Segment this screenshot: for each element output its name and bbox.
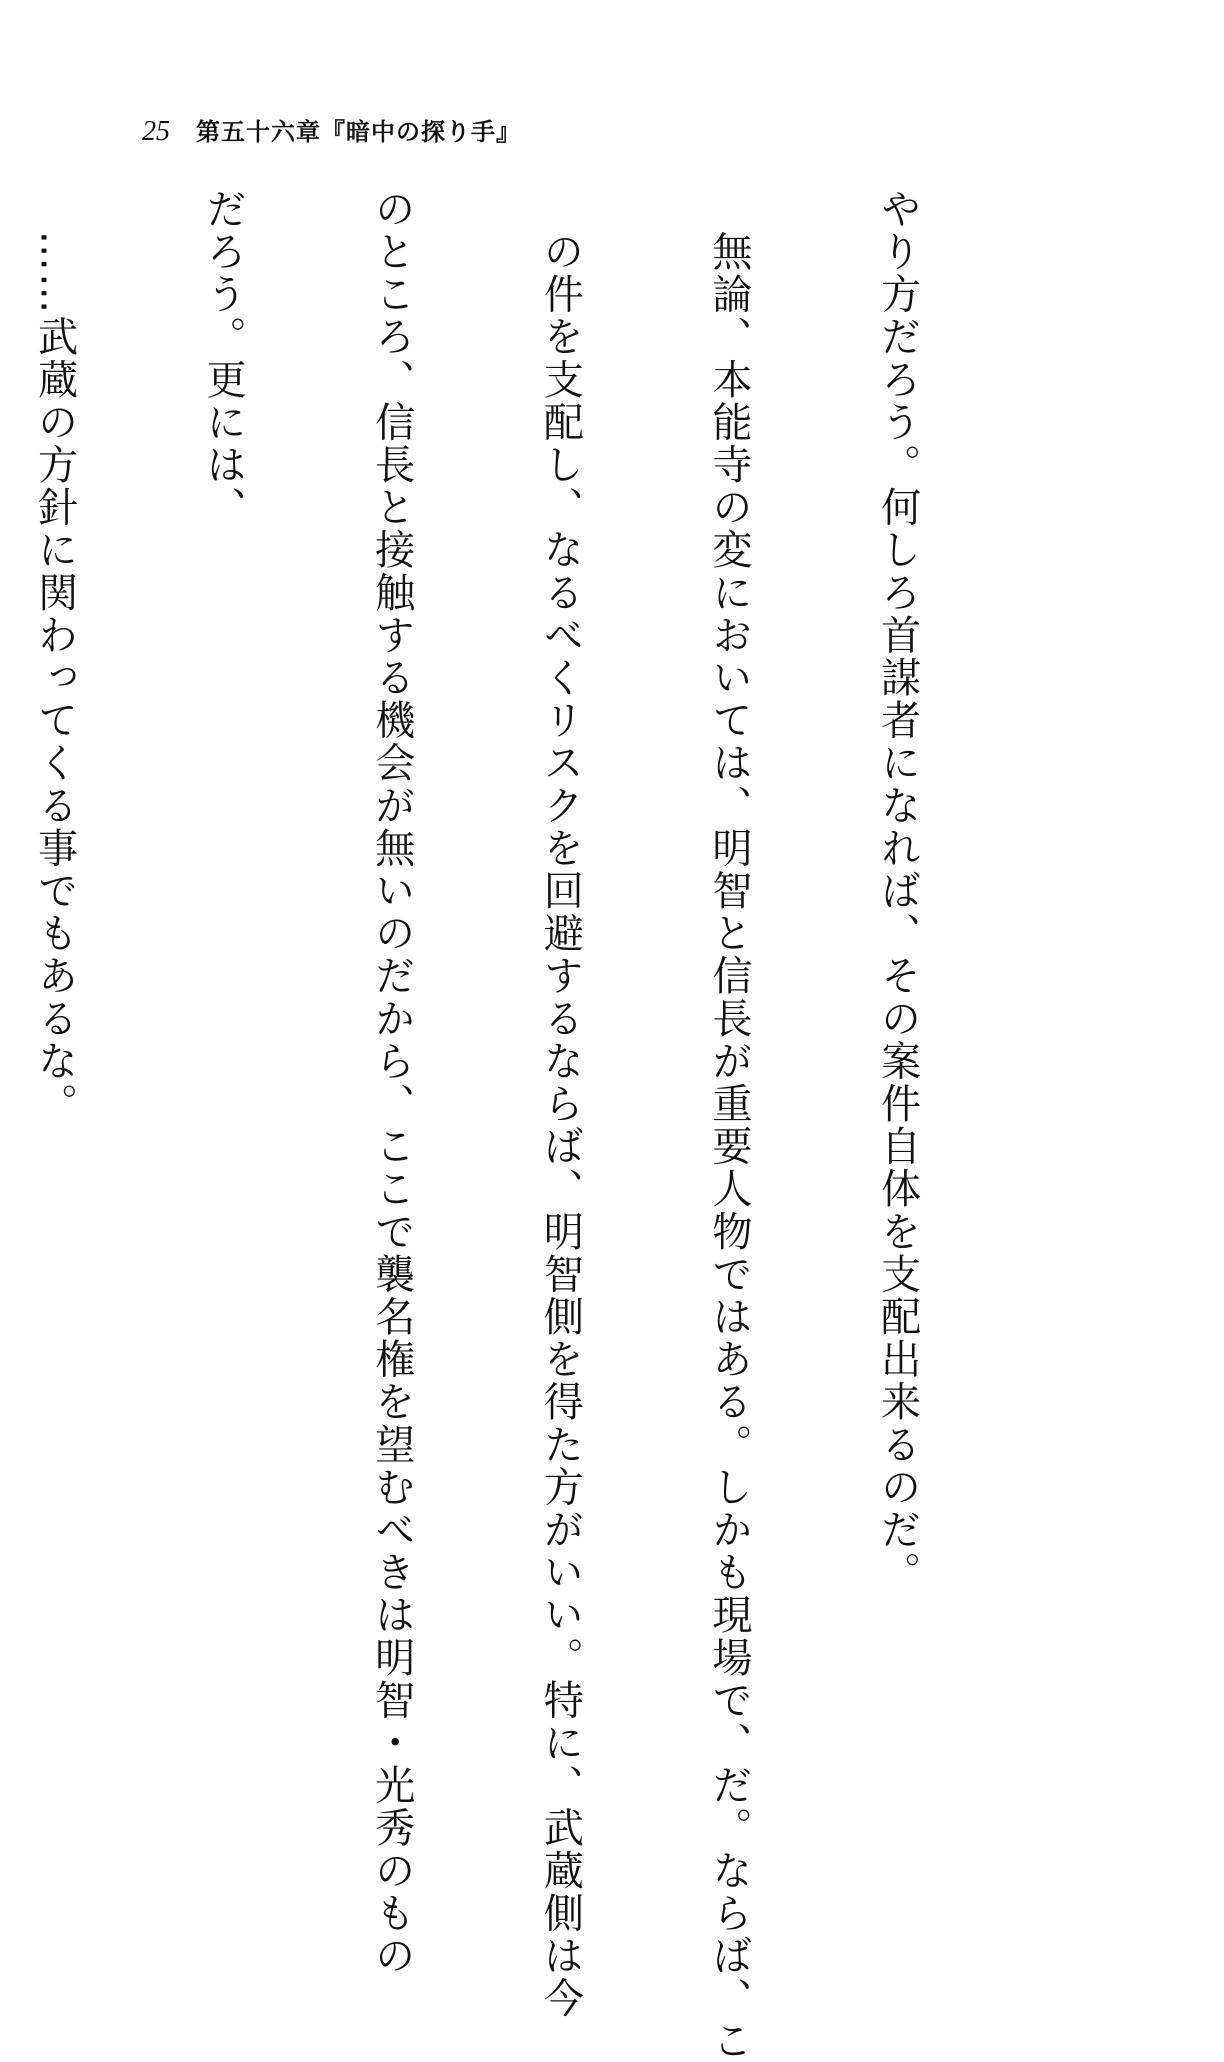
chapter-title: 第五十六章『暗中の探り手』 — [196, 118, 521, 146]
text-line: だろう。更には、 — [200, 188, 247, 529]
text-line: ……武蔵の方針に関わってくる事でもあるな。 — [31, 188, 78, 1126]
text-line: のところ、信長と接触する機会が無いのだから、ここで襲名権を望むべきは明智・光秀のもの — [368, 188, 415, 1978]
text-line: 無論、本能寺の変においては、明智と信長が重要人物ではある。しかも現場で、だ。ならば、こ — [705, 188, 752, 2062]
text-line: の件を支配し、なるべくリスクを回避するならば、明智側を得た方がいい。特に、武蔵側は今 — [537, 188, 584, 2020]
running-head — [142, 112, 521, 148]
page-number: 25 — [142, 116, 170, 147]
text-line: やり方だろう。何しろ首謀者になれば、その案件自体を支配出来るのだ。 — [874, 188, 921, 1594]
vertical-body-text — [0, 188, 1038, 2062]
